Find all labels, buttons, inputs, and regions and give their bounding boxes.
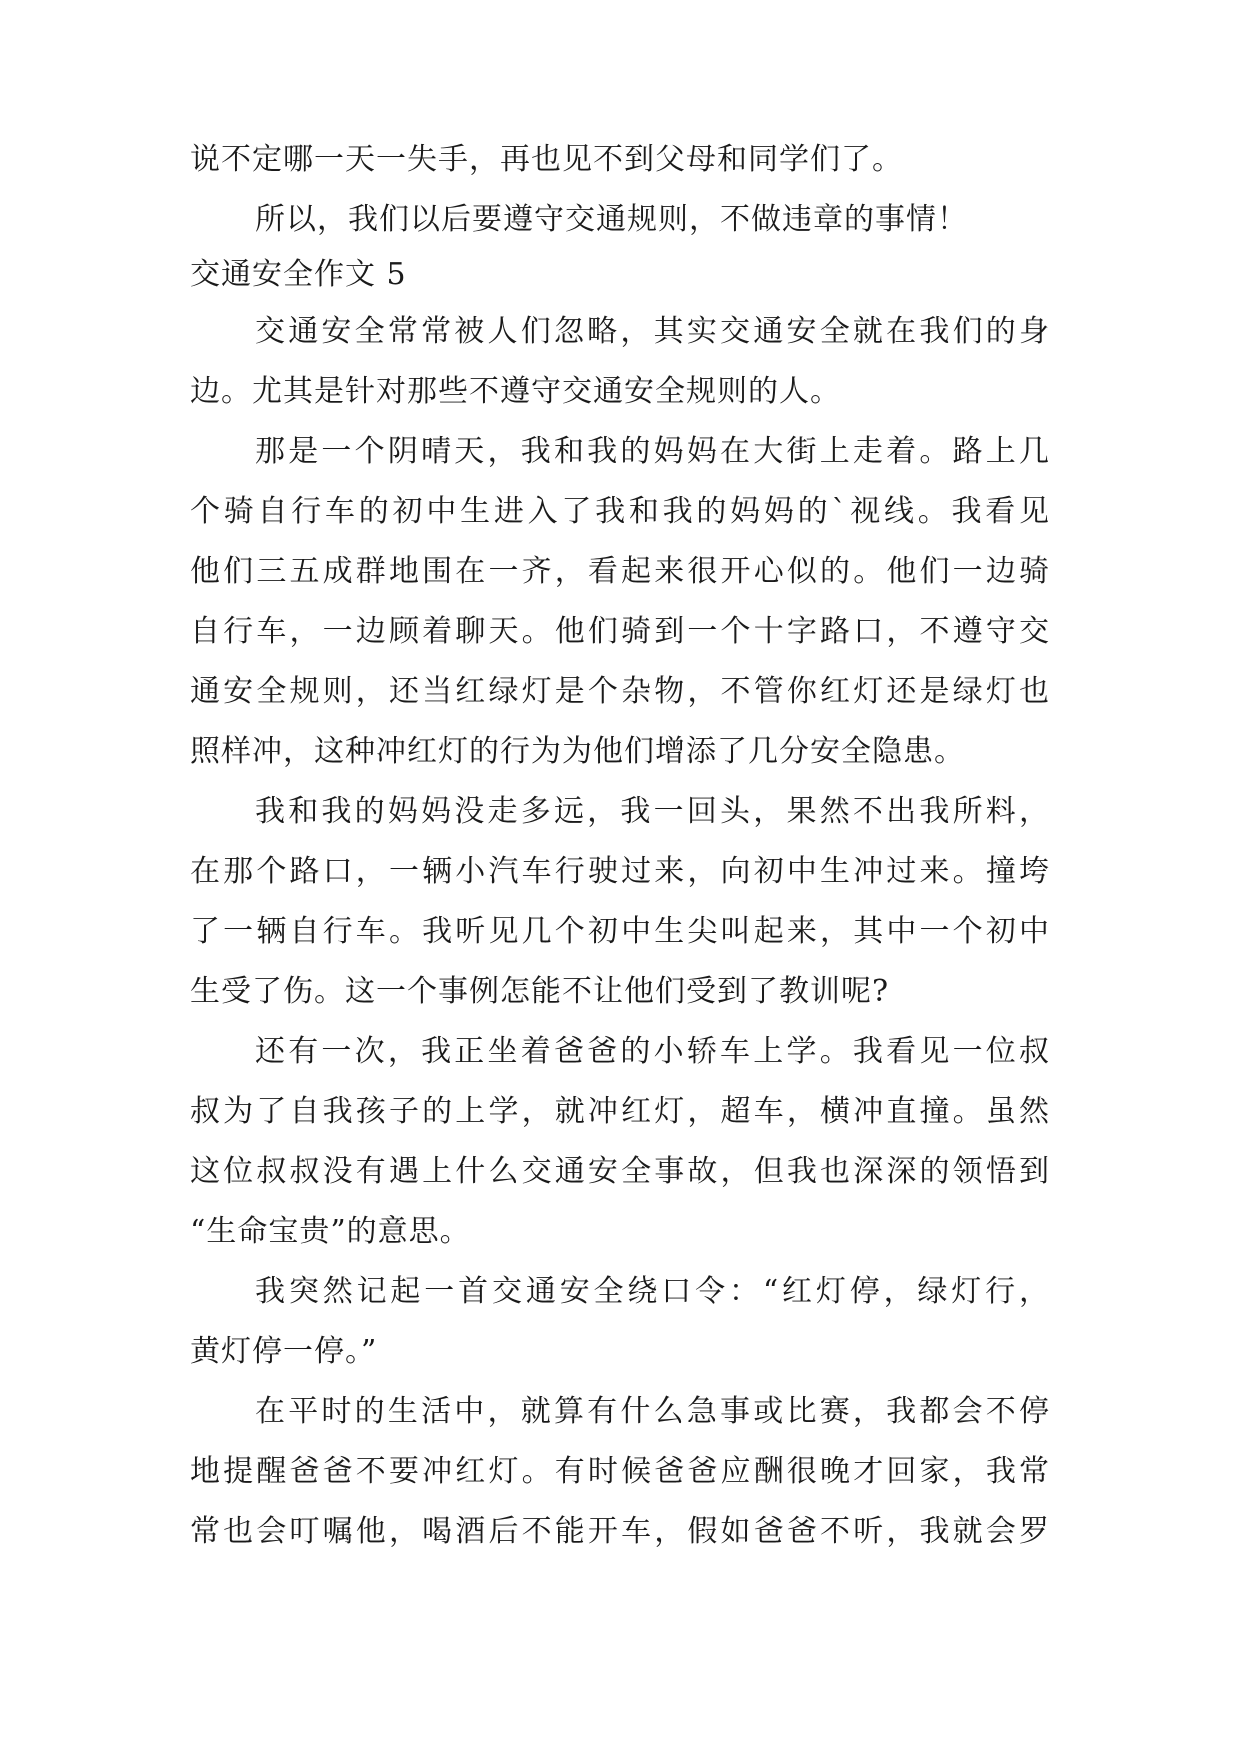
- text-line: 个骑自行车的初中生进入了我和我的妈妈的`视线。我看见: [190, 494, 1050, 529]
- text-line: “生命宝贵”的意思。: [190, 1214, 471, 1249]
- text-line: 在那个路口，一辆小汽车行驶过来，向初中生冲过来。撞垮: [190, 854, 1050, 889]
- text-line: 边。尤其是针对那些不遵守交通安全规则的人。: [190, 374, 841, 409]
- section-heading: 交通安全作文 5: [190, 257, 407, 292]
- text-line: 常也会叮嘱他，喝酒后不能开车，假如爸爸不听，我就会罗: [190, 1514, 1050, 1549]
- text-line: 这位叔叔没有遇上什么交通安全事故，但我也深深的领悟到: [190, 1154, 1050, 1189]
- text-line: 自行车，一边顾着聊天。他们骑到一个十字路口，不遵守交: [190, 614, 1050, 649]
- text-line: 说不定哪一天一失手，再也见不到父母和同学们了。: [190, 142, 903, 177]
- text-line: 在平时的生活中，就算有什么急事或比赛，我都会不停: [255, 1394, 1050, 1429]
- text-line: 叔为了自我孩子的上学，就冲红灯，超车，横冲直撞。虽然: [190, 1094, 1050, 1129]
- text-line: 所以，我们以后要遵守交通规则，不做违章的事情！: [255, 202, 968, 237]
- text-line: 通安全规则，还当红绿灯是个杂物，不管你红灯还是绿灯也: [190, 674, 1050, 709]
- text-line: 那是一个阴晴天，我和我的妈妈在大街上走着。路上几: [255, 434, 1050, 469]
- text-line: 地提醒爸爸不要冲红灯。有时候爸爸应酬很晚才回家，我常: [190, 1454, 1050, 1489]
- text-line: 了一辆自行车。我听见几个初中生尖叫起来，其中一个初中: [190, 914, 1050, 949]
- text-line: 他们三五成群地围在一齐，看起来很开心似的。他们一边骑: [190, 554, 1050, 589]
- text-line: 我突然记起一首交通安全绕口令：“红灯停，绿灯行，: [255, 1274, 1050, 1309]
- text-line: 还有一次，我正坐着爸爸的小轿车上学。我看见一位叔: [255, 1034, 1050, 1069]
- text-line: 黄灯停一停。”: [190, 1334, 378, 1369]
- text-line: 生受了伤。这一个事例怎能不让他们受到了教训呢?: [190, 974, 890, 1009]
- text-line: 照样冲，这种冲红灯的行为为他们增添了几分安全隐患。: [190, 734, 965, 769]
- text-line: 我和我的妈妈没走多远，我一回头，果然不出我所料，: [255, 794, 1050, 829]
- text-line: 交通安全常常被人们忽略，其实交通安全就在我们的身: [255, 314, 1050, 349]
